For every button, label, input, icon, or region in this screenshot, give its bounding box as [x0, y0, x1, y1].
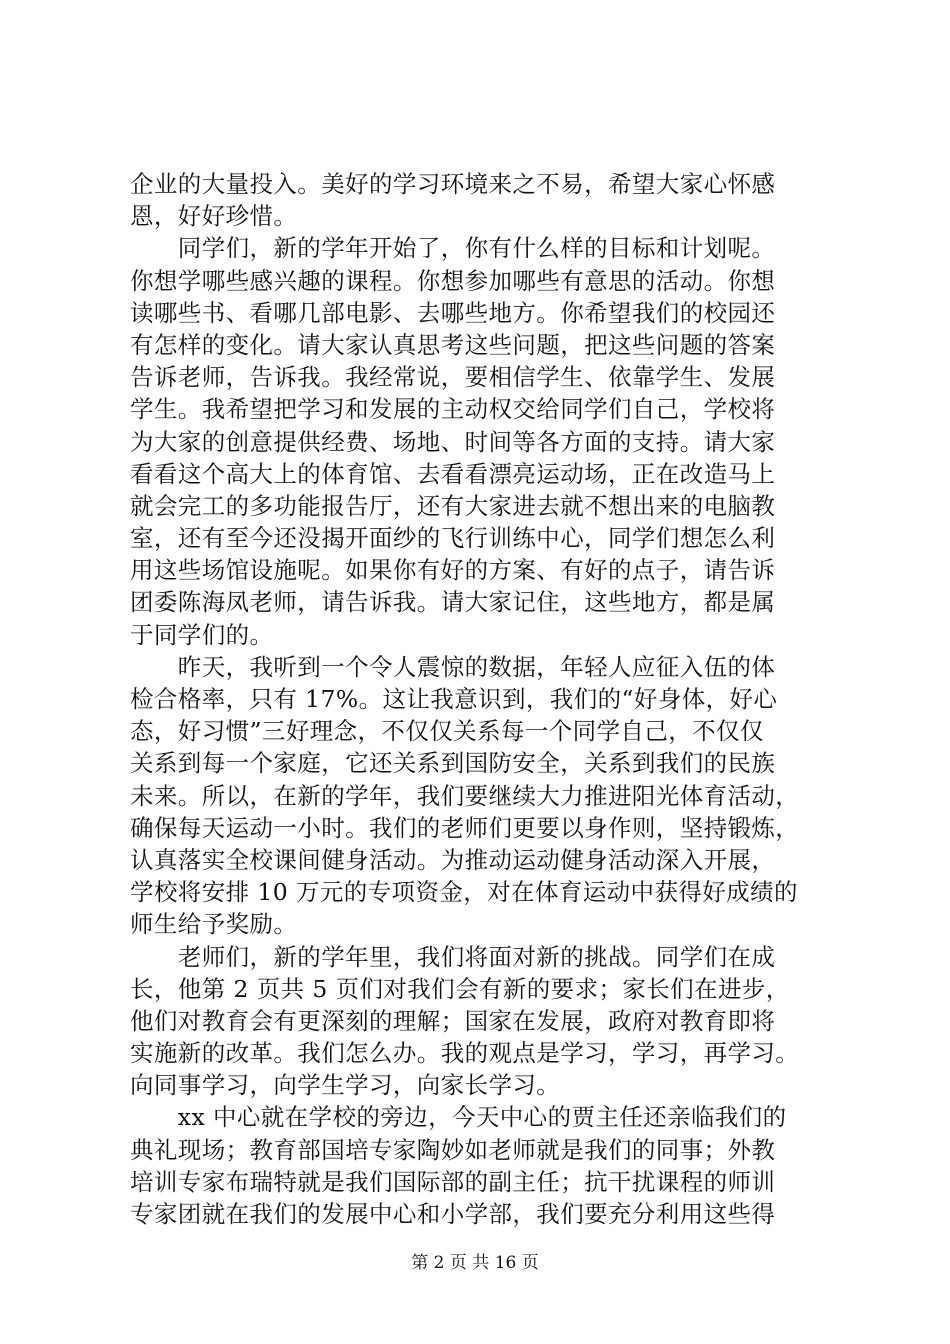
- text-line: xx 中心就在学校的旁边，今天中心的贾主任还亲临我们的: [130, 1103, 787, 1132]
- text-line: 就会完工的多功能报告厅，还有大家进去就不想出来的电脑教: [130, 491, 776, 520]
- text-line: 恩，好好珍惜。: [130, 202, 298, 231]
- text-line: 看看这个高大上的体育馆、去看看漂亮运动场，正在改造马上: [130, 459, 776, 488]
- text-line: 检合格率，只有 17%。这让我意识到，我们的“好身体，好心: [130, 685, 778, 713]
- text-line: 典礼现场；教育部国培专家陶妙如老师就是我们的同事；外教: [130, 1135, 776, 1164]
- text-line: 他们对教育会有更深刻的理解；国家在发展，政府对教育即将: [130, 1006, 776, 1035]
- text-line: 实施新的改革。我们怎么办。我的观点是学习，学习，再学习。: [130, 1039, 800, 1068]
- text-line: 有怎样的变化。请大家认真思考这些问题，把这些问题的答案: [130, 330, 776, 359]
- text-line: 确保每天运动一小时。我们的老师们更要以身作则，坚持锻炼，: [130, 813, 800, 842]
- text-line: 学校将安排 10 万元的专项资金，对在体育运动中获得好成绩的: [130, 878, 798, 907]
- text-line: 于同学们的。: [130, 620, 274, 649]
- text-line: 关系到每一个家庭，它还关系到国防安全，关系到我们的民族: [130, 749, 776, 778]
- text-line: 学生。我希望把学习和发展的主动权交给同学们自己，学校将: [130, 395, 776, 424]
- text-line: 专家团就在我们的发展中心和小学部，我们要充分利用这些得: [130, 1200, 776, 1228]
- text-line: 未来。所以，在新的学年，我们要继续大力推进阳光体育活动，: [130, 781, 800, 810]
- text-line: 告诉老师，告诉我。我经常说，要相信学生、依靠学生、发展: [130, 363, 776, 392]
- text-line: 同学们，新的学年开始了，你有什么样的目标和计划呢。: [130, 234, 776, 263]
- text-line: 读哪些书、看哪几部电影、去哪些地方。你希望我们的校园还: [130, 298, 776, 327]
- text-line: 室，还有至今还没揭开面纱的飞行训练中心，同学们想怎么利: [130, 524, 776, 553]
- text-line: 企业的大量投入。美好的学习环境来之不易，希望大家心怀感: [130, 170, 776, 198]
- page-footer: 第 2 页 共 16 页: [411, 1253, 539, 1273]
- text-line: 老师们，新的学年里，我们将面对新的挑战。同学们在成: [130, 942, 776, 971]
- text-line: 师生给予奖励。: [130, 910, 298, 939]
- text-line: 用这些场馆设施呢。如果你有好的方案、有好的点子，请告诉: [130, 556, 776, 585]
- text-line: 培训专家布瑞特就是我们国际部的副主任；抗干扰课程的师训: [130, 1167, 776, 1196]
- text-line: 向同事学习，向学生学习，向家长学习。: [130, 1071, 561, 1100]
- text-line: 认真落实全校课间健身活动。为推动运动健身活动深入开展，: [130, 845, 776, 874]
- text-line: 你想学哪些感兴趣的课程。你想参加哪些有意思的活动。你想: [130, 266, 776, 295]
- text-line: 态，好习惯”三好理念，不仅仅关系每一个同学自己，不仅仅: [130, 717, 764, 746]
- text-line: 为大家的创意提供经费、场地、时间等各方面的支持。请大家: [130, 427, 776, 456]
- text-line: 长，他第 2 页共 5 页们对我们会有新的要求；家长们在进步，: [130, 974, 790, 1003]
- text-line: 团委陈海凤老师，请告诉我。请大家记住，这些地方，都是属: [130, 588, 776, 617]
- text-line: 昨天，我听到一个令人震惊的数据，年轻人应征入伍的体: [130, 652, 776, 681]
- document-body: [130, 168, 850, 1230]
